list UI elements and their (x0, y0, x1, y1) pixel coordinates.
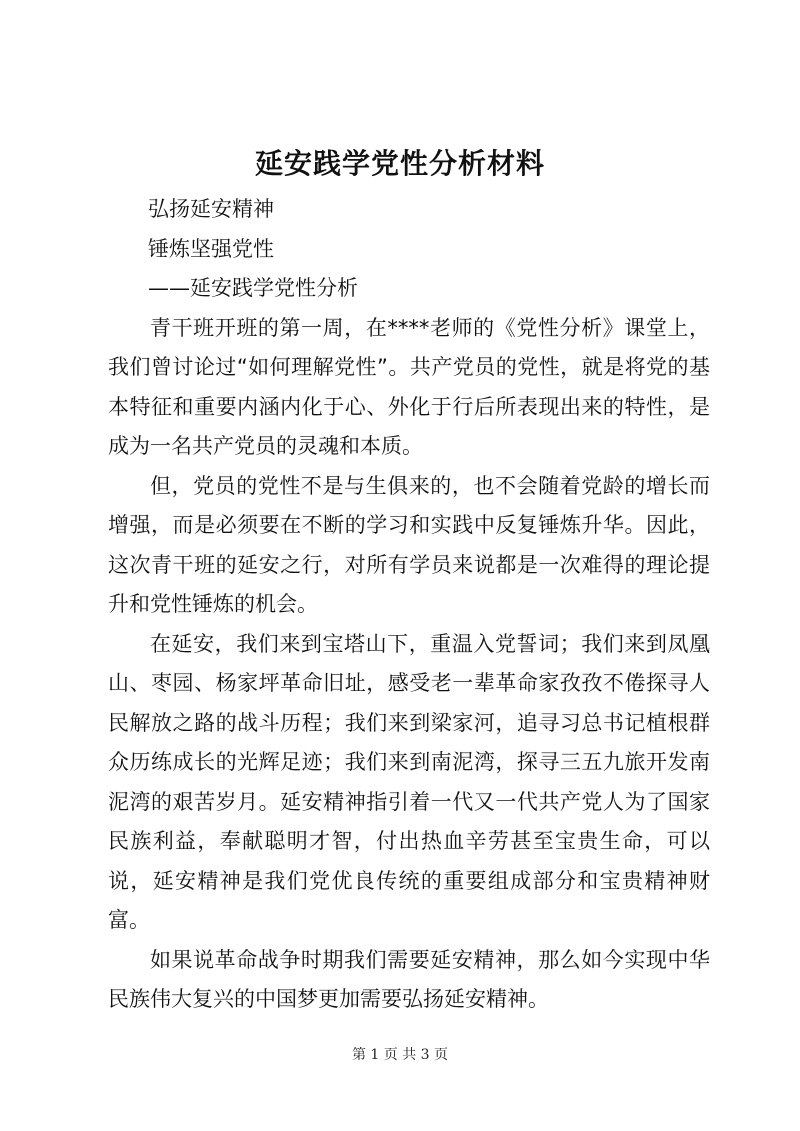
subtitle-line-3: ——延安践学党性分析 (148, 276, 358, 300)
document-body (108, 190, 710, 1020)
paragraph-4: 如果说革命战争时期我们需要延安精神，那么如今实现中华民族伟大复兴的中国梦更加需要弘扬延安精神。 (108, 947, 710, 1011)
document-title: 延安践学党性分析材料 (254, 147, 545, 180)
paragraph-1: 青干班开班的第一周，在****老师的《党性分析》课堂上，我们曾讨论过“如何理解党性”。共产党员的党性，就是将党的基本特征和重要内涵内化于心、外化于行后所表现出来的特性，是成为一名共产党员的灵魂和本质。 (108, 315, 710, 458)
subtitle-line-1: 弘扬延安精神 (148, 197, 274, 221)
paragraph-2: 但，党员的党性不是与生俱来的，也不会随着党龄的增长而增强，而是必须要在不断的学习和实践中反复锤炼升华。因此，这次青干班的延安之行，对所有学员来说都是一次难得的理论提升和党性锤炼的机会。 (108, 473, 710, 616)
subtitle-line-2: 锤炼坚强党性 (148, 236, 274, 261)
page-footer: 第 1 页 共 3 页 (351, 1047, 449, 1063)
paragraph-3: 在延安，我们来到宝塔山下，重温入党誓词；我们来到凤凰山、枣园、杨家坪革命旧址，感受老一辈革命家孜孜不倦探寻人民解放之路的战斗历程；我们来到梁家河，追寻习总书记植根群众历练成长的光辉足迹；我们来到南泥湾，探寻三五九旅开发南泥湾的艰苦岁月。延安精神指引着一代又一代共产党人为了国家民族利益，奉献聪明才智，付出热血辛劳甚至宝贵生命，可以说，延安精神是我们党优良传统的重要组成部分和宝贵精神财富。 (108, 631, 710, 932)
